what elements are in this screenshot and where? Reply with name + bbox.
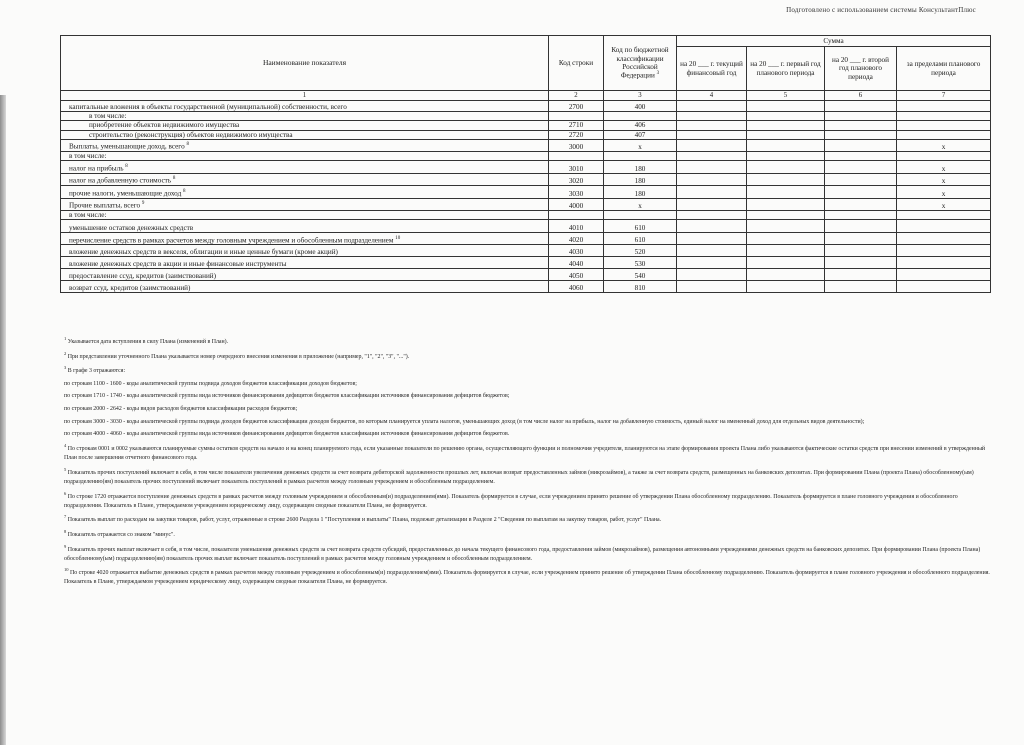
row-code: 4000	[549, 199, 604, 211]
footnote-text: по строкам 4000 - 4060 - коды аналитической группы вида источников финансирования дефицитов бюджетов классификации источников финансирования дефицитов бюджетов.	[64, 431, 510, 438]
table-row	[61, 161, 991, 174]
header-sum-beyond-plan: за пределами планового периода	[897, 47, 991, 91]
row-code: 2700	[549, 101, 604, 112]
sum-cell	[825, 211, 897, 220]
footnote-text: Указывается дата вступления в силу Плана (изменений в План).	[67, 338, 229, 345]
row-budget-code	[604, 112, 677, 121]
sum-cell	[825, 101, 897, 112]
row-code	[549, 151, 604, 160]
row-name: уменьшение остатков денежных средств	[61, 220, 549, 233]
row-budget-code: 400	[604, 101, 677, 112]
row-budget-code: x	[604, 199, 677, 211]
footnote-number: 9	[64, 543, 67, 549]
row-code: 4050	[549, 269, 604, 281]
footnote	[64, 514, 994, 525]
sum-cell	[825, 186, 897, 199]
plan-table-body	[61, 101, 991, 293]
footnote	[64, 418, 994, 427]
row-code: 2720	[549, 130, 604, 139]
footnote-text: В графе 3 отражаются:	[67, 368, 126, 375]
row-name: строительство (реконструкция) объектов недвижимого имущества	[61, 130, 549, 139]
row-budget-code: 810	[604, 281, 677, 293]
footnote-text: Показатель прочих выплат включает в себя, в том числе, показатели уменьшения денежных средств за счет возврата средств субсидий, предоставленных до начала текущего финансового года, предоставления займов (микрозаймов), размещения автономными учреждениями денежных средств на банковских депозитах. При формировании Плана (проекта Плана) обособленному(ым) подразделению(ям) показатель прочих выплат включает показатель поступлений в рамках расчетов между головным учреждением и обособленным подразделением.	[64, 546, 981, 562]
row-budget-code: 406	[604, 121, 677, 130]
sum-cell-beyond	[897, 211, 991, 220]
table-row	[61, 121, 991, 130]
sum-cell	[747, 151, 825, 160]
row-code: 3010	[549, 161, 604, 174]
col-number: 1	[61, 91, 549, 101]
col-number: 5	[747, 91, 825, 101]
sum-cell	[825, 281, 897, 293]
sum-cell	[825, 245, 897, 257]
footnote-text: по строкам 1100 - 1600 - коды аналитической группы подвида доходов бюджетов классификации доходов бюджетов;	[64, 380, 357, 387]
sum-cell	[747, 257, 825, 269]
row-name: в том числе:	[61, 151, 549, 160]
table-row	[61, 257, 991, 269]
row-budget-code: 530	[604, 257, 677, 269]
sum-cell	[825, 151, 897, 160]
footnote-number: 3	[64, 365, 67, 371]
row-name: Прочие выплаты, всего $^9$	[61, 199, 549, 211]
row-budget-code	[604, 211, 677, 220]
row-code: 4040	[549, 257, 604, 269]
footnote-text: по строкам 3000 - 3030 - коды аналитической группы подвида доходов бюджетов классификации доходов бюджетов, по которым планируется уплата налогов, уменьшающих доход (в том числе налог на прибыль, налог на добавленную стоимость, единый налог на вмененный доход для отдельных видов деятельности);	[64, 418, 865, 425]
row-name: Выплаты, уменьшающие доход, всего $^8$	[61, 139, 549, 151]
row-code	[549, 211, 604, 220]
row-code: 3000	[549, 139, 604, 151]
table-row	[61, 174, 991, 186]
sum-cell-beyond	[897, 121, 991, 130]
col-number: 2	[549, 91, 604, 101]
footnote-number: 5	[64, 466, 67, 472]
row-name: приобретение объектов недвижимого имущества	[61, 121, 549, 130]
page-edge-shadow	[0, 95, 6, 745]
row-code: 4030	[549, 245, 604, 257]
col-number: 4	[677, 91, 747, 101]
sum-cell	[677, 199, 747, 211]
plan-table	[60, 35, 991, 293]
row-budget-code: 180	[604, 174, 677, 186]
sum-cell	[747, 269, 825, 281]
sum-cell-beyond	[897, 112, 991, 121]
footnote	[64, 567, 994, 587]
table-row	[61, 130, 991, 139]
sum-cell	[677, 174, 747, 186]
row-name: предоставление ссуд, кредитов (заимствований)	[61, 269, 549, 281]
sum-cell	[677, 233, 747, 245]
sum-cell	[825, 233, 897, 245]
row-name: перечисление средств в рамках расчетов между головным учреждением и обособленным подразделением $^{10}$	[61, 233, 549, 245]
sum-cell	[677, 269, 747, 281]
sum-cell	[747, 121, 825, 130]
sum-cell	[677, 121, 747, 130]
sum-cell-beyond	[897, 245, 991, 257]
footnote	[64, 544, 994, 564]
sum-cell-beyond	[897, 233, 991, 245]
sum-cell	[677, 220, 747, 233]
footnote-text: Показатель прочих поступлений включает в себя, в том числе показатели увеличения денежных средств за счет возврата дебиторской задолженности прошлых лет, включая возврат предоставленных займов (микрозаймов), а также за счет возврата средств, размещенных на банковских депозитах. При формировании Плана (проекта Плана) обособленному(ым) подразделению(ям) показатель прочих поступлений включает показатель поступлений в рамках расчетов между головным учреждением и обособленным подразделением.	[64, 469, 974, 485]
sum-cell	[677, 161, 747, 174]
sum-cell-beyond	[897, 151, 991, 160]
sum-cell	[677, 186, 747, 199]
footnote-number: 2	[64, 350, 67, 356]
sum-cell-beyond	[897, 269, 991, 281]
sum-cell	[825, 121, 897, 130]
header-sum: Сумма	[677, 36, 991, 47]
table-row	[61, 186, 991, 199]
row-budget-code: 180	[604, 161, 677, 174]
sum-cell	[747, 199, 825, 211]
row-budget-code: 610	[604, 220, 677, 233]
sum-cell	[825, 257, 897, 269]
footnote	[64, 430, 994, 439]
sum-cell	[825, 220, 897, 233]
row-budget-code: 540	[604, 269, 677, 281]
sum-cell-beyond: x	[897, 186, 991, 199]
col-number: 7	[897, 91, 991, 101]
row-name: прочие налоги, уменьшающие доход $^8$	[61, 186, 549, 199]
sum-cell	[747, 186, 825, 199]
sum-cell	[747, 130, 825, 139]
row-code: 4020	[549, 233, 604, 245]
sum-cell	[747, 101, 825, 112]
row-code: 3020	[549, 174, 604, 186]
sum-cell	[825, 139, 897, 151]
table-row	[61, 269, 991, 281]
footnote-text: При представлении уточненного Плана указывается номер очередного внесения изменения в приложение (например, "1", "2", "3", "...").	[67, 353, 410, 360]
sum-cell	[677, 101, 747, 112]
row-name: в том числе:	[61, 112, 549, 121]
table-row	[61, 101, 991, 112]
footnote-text: По строкам 0001 и 0002 указываются планируемые суммы остатков средств на начало и на конец планируемого года, если указанные показатели по решению органа, осуществляющего функции и полномочия учредителя, планируются на этапе формирования проекта Плана либо указываются фактические остатки средств при внесении изменений в утвержденный План после завершения отчетного финансового года.	[64, 446, 986, 462]
sum-cell	[677, 139, 747, 151]
footnote-number: 8	[64, 528, 67, 534]
sum-cell	[825, 174, 897, 186]
row-name: вложение денежных средств в акции и иные финансовые инструменты	[61, 257, 549, 269]
sum-cell	[747, 139, 825, 151]
col-number: 6	[825, 91, 897, 101]
table-row	[61, 139, 991, 151]
sum-cell	[747, 281, 825, 293]
footnote	[64, 380, 994, 389]
row-budget-code: x	[604, 139, 677, 151]
sum-cell	[825, 199, 897, 211]
row-name: капитальные вложения в объекты государственной (муниципальной) собственности, всего	[61, 101, 549, 112]
header-note: Подготовлено с использованием системы КонсультантПлюс	[786, 6, 976, 14]
sum-cell-beyond	[897, 257, 991, 269]
sum-cell	[747, 233, 825, 245]
row-name: возврат ссуд, кредитов (заимствований)	[61, 281, 549, 293]
sum-cell	[825, 269, 897, 281]
header-sum-second-plan-year: на 20 ___ г. второй год планового периода	[825, 47, 897, 91]
sum-cell	[747, 174, 825, 186]
table-row	[61, 211, 991, 220]
footnote-number: 4	[64, 443, 67, 449]
sum-cell-beyond: x	[897, 199, 991, 211]
sum-cell	[747, 112, 825, 121]
sum-cell	[747, 245, 825, 257]
sum-cell-beyond	[897, 130, 991, 139]
footnote-text: по строкам 2000 - 2642 - коды видов расходов бюджетов классификации расходов бюджетов;	[64, 406, 298, 413]
footnote-text: По строке 4020 отражается выбытие денежных средств в рамках расчетов между головным учреждением и обособленным(и) подразделением(ями). Показатель формируется в случае, если учреждением принято решение об утверждении Плана обособленному подразделению. Показатель формируется в плане головного учреждения и обособленного подразделения. Показатель в Плане, утверждаемом учреждением юридическому лицу, содержащем сводные показатели Плана, не формируется.	[64, 570, 990, 586]
sum-cell-beyond	[897, 281, 991, 293]
sum-cell	[825, 112, 897, 121]
footnote-number: 10	[64, 567, 69, 573]
header-code-row: Код строки	[549, 36, 604, 91]
table-row	[61, 220, 991, 233]
row-name: налог на добавленную стоимость $^8$	[61, 174, 549, 186]
row-budget-code: 520	[604, 245, 677, 257]
sum-cell	[825, 130, 897, 139]
sum-cell	[677, 257, 747, 269]
sum-cell-beyond: x	[897, 161, 991, 174]
row-budget-code: 180	[604, 186, 677, 199]
header-name: Наименование показателя	[61, 36, 549, 91]
footnote	[64, 405, 994, 414]
sum-cell-beyond: x	[897, 139, 991, 151]
header-sum-current-year: на 20 ___ г. текущий финансовый год	[677, 47, 747, 91]
sum-cell	[677, 130, 747, 139]
row-code: 3030	[549, 186, 604, 199]
table-row	[61, 112, 991, 121]
sum-cell-beyond	[897, 101, 991, 112]
footnote-text: Показатель отражается со знаком "минус".	[67, 531, 175, 538]
footnote	[64, 529, 994, 540]
table-row	[61, 245, 991, 257]
row-code	[549, 112, 604, 121]
table-row	[61, 233, 991, 245]
footnote-text: По строке 1720 отражается поступление денежных средств в рамках расчетов между головным учреждением и обособленным(и) подразделением(ями). Показатель формируется в случае, если учреждением принято решение об утверждении Плана обособленному подразделению. Показатель формируется в плане головного учреждения и обособленного подразделения. Показатель в Плане, утверждаемом учреждением юридическому лицу, содержащем сводные показатели Плана, не формируется.	[64, 493, 958, 509]
sum-cell	[747, 211, 825, 220]
sum-cell	[677, 112, 747, 121]
row-code: 4060	[549, 281, 604, 293]
row-budget-code	[604, 151, 677, 160]
footnote	[64, 336, 994, 347]
footnote-text: по строкам 1710 - 1740 - коды аналитической группы вида источников финансирования дефицитов бюджетов классификации источников финансирования дефицитов бюджетов;	[64, 393, 510, 400]
row-name: налог на прибыль $^8$	[61, 161, 549, 174]
column-numbers-row	[61, 91, 991, 101]
col-number: 3	[604, 91, 677, 101]
sum-cell	[677, 151, 747, 160]
footnote	[64, 351, 994, 362]
sum-cell	[747, 161, 825, 174]
row-name: в том числе:	[61, 211, 549, 220]
sum-cell	[677, 245, 747, 257]
sum-cell	[747, 220, 825, 233]
table-row	[61, 199, 991, 211]
row-budget-code: 610	[604, 233, 677, 245]
footnote	[64, 491, 994, 511]
footnote	[64, 365, 994, 376]
sum-cell	[825, 161, 897, 174]
footnote	[64, 467, 994, 487]
row-code: 4010	[549, 220, 604, 233]
row-budget-code: 407	[604, 130, 677, 139]
sum-cell-beyond	[897, 220, 991, 233]
row-name: вложение денежных средств в векселя, облигации и иные ценные бумаги (кроме акций)	[61, 245, 549, 257]
footnote-number: 6	[64, 490, 67, 496]
footnote-number: 7	[64, 514, 67, 520]
footnote-text: Показатель выплат по расходам на закупки товаров, работ, услуг, отраженные в строке 2600 Раздела 1 "Поступления и выплаты" Плана, подлежат детализации в Разделе 2 "Сведения по выплатам на закупку товаров, работ, услуг" Плана.	[67, 517, 662, 524]
footnotes	[64, 336, 994, 591]
header-sum-first-plan-year: на 20 ___ г. первый год планового периода	[747, 47, 825, 91]
footnote-number: 1	[64, 336, 67, 341]
sum-cell	[677, 211, 747, 220]
header-budget-code: Код по бюджетной классификации Российской Федерации $^3$	[604, 36, 677, 91]
row-code: 2710	[549, 121, 604, 130]
table-row	[61, 281, 991, 293]
table-row	[61, 151, 991, 160]
sum-cell	[677, 281, 747, 293]
sum-cell-beyond: x	[897, 174, 991, 186]
footnote	[64, 392, 994, 401]
footnote	[64, 443, 994, 463]
